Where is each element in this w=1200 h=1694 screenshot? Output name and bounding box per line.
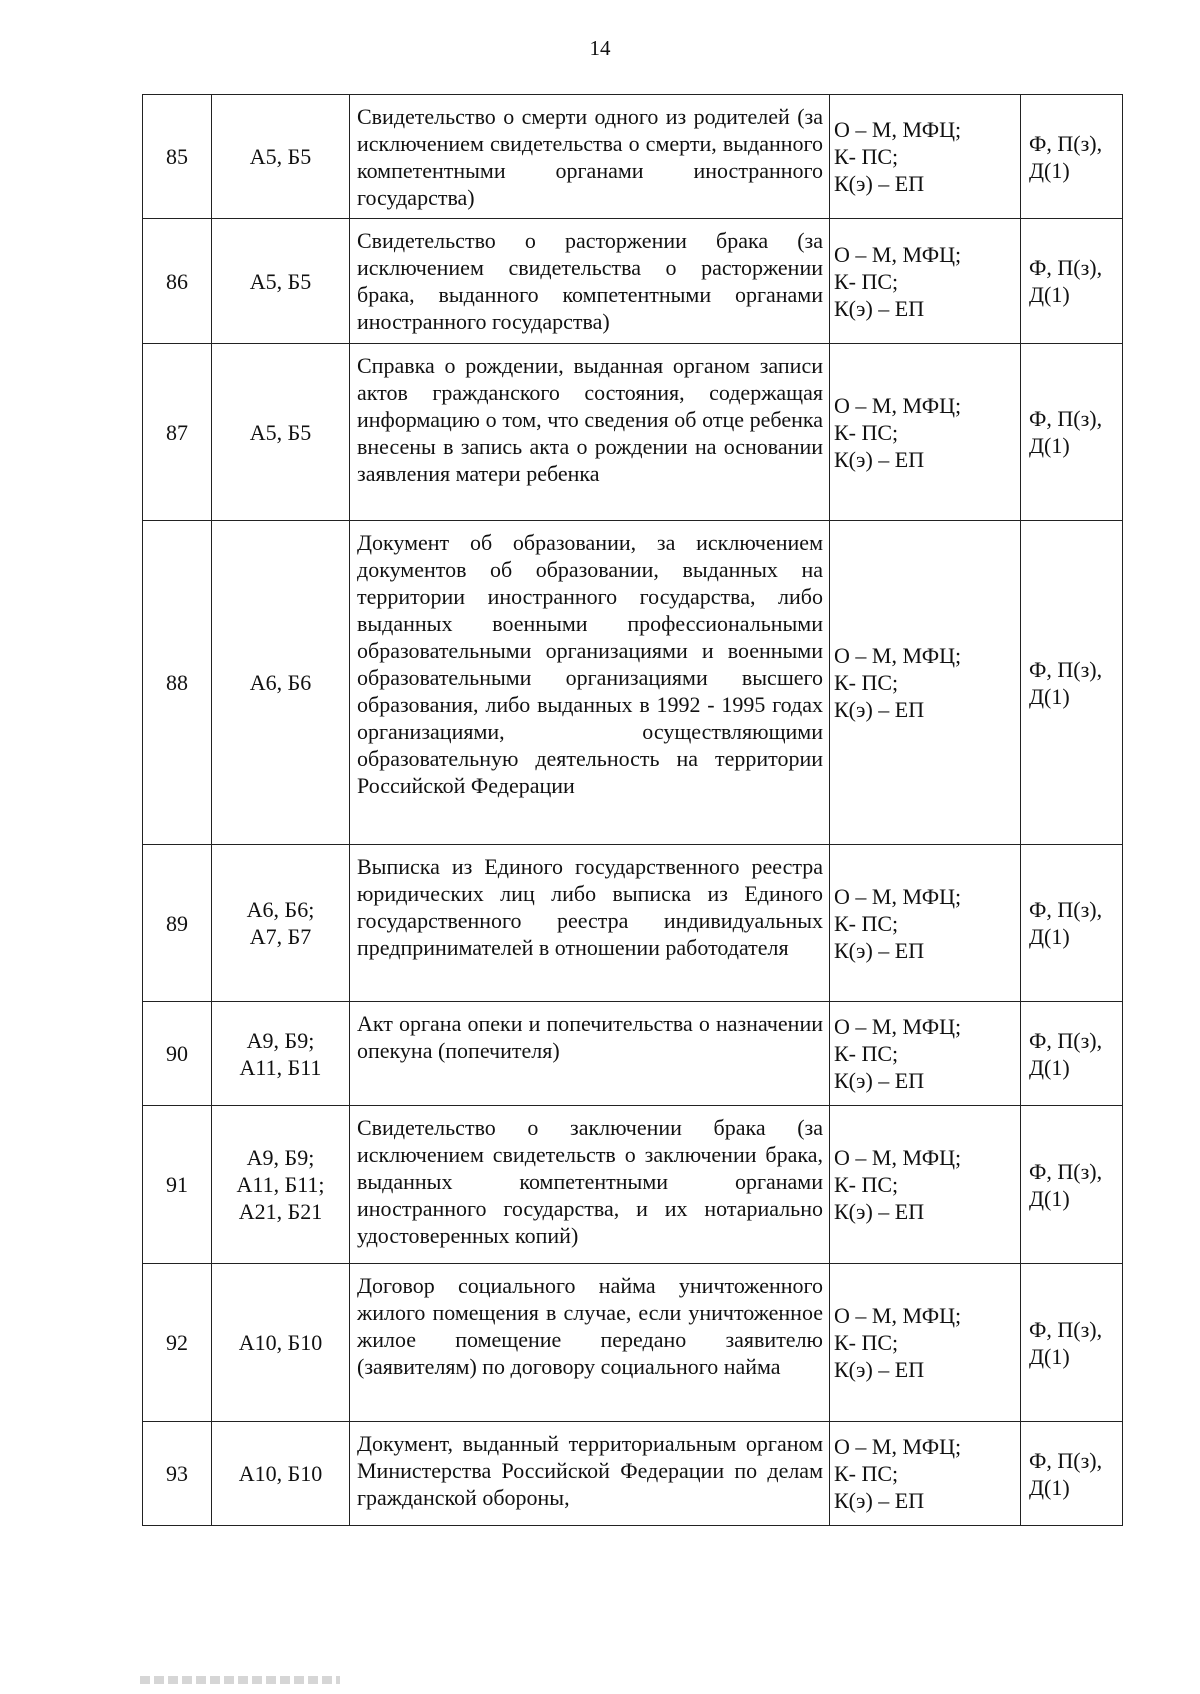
form-line: Д(1) (1029, 433, 1070, 458)
way-line: К(э) – ЕП (834, 446, 925, 472)
row-codes (212, 521, 350, 845)
row-codes (212, 95, 350, 219)
row-forms (1021, 845, 1123, 1002)
form-line: Д(1) (1029, 157, 1070, 183)
page-number: 14 (589, 36, 611, 60)
code-line: А9, Б9; (246, 1145, 315, 1170)
row-forms (1021, 344, 1123, 521)
row-submission-ways (830, 344, 1021, 521)
row-codes (212, 344, 350, 521)
row-forms (1021, 1106, 1123, 1264)
code-line: А9, Б9; (246, 1027, 315, 1053)
way-line: О – М, МФЦ; (834, 1014, 962, 1039)
way-line: О – М, МФЦ; (834, 241, 962, 267)
row-forms (1021, 95, 1123, 219)
row-submission-ways (830, 1264, 1021, 1422)
row-description: Выписка из Единого государственного реестра юридических лиц либо выписка из Единого государственного реестра индивидуальных предпринимателей в отношении работодателя (350, 845, 830, 1002)
form-line: Ф, П(з), (1029, 656, 1103, 682)
table-row (143, 1264, 1123, 1422)
table-row (143, 1002, 1123, 1106)
row-number: 85 (143, 95, 212, 219)
row-description: Свидетельство о заключении брака (за исключением свидетельств о заключении брака, выданных компетентными органами иностранного государства, и их нотариально удостоверенных копий) (350, 1106, 830, 1264)
row-number: 87 (143, 344, 212, 521)
row-codes (212, 845, 350, 1002)
way-line: О – М, МФЦ; (834, 117, 962, 142)
row-codes (212, 1422, 350, 1526)
form-line: Ф, П(з), (1029, 1316, 1103, 1342)
code-line: А5, Б5 (249, 268, 312, 294)
form-line: Д(1) (1029, 683, 1070, 709)
way-line: К(э) – ЕП (834, 1357, 925, 1382)
way-line: К(э) – ЕП (834, 1488, 925, 1513)
row-codes (212, 1264, 350, 1422)
code-line: А11, Б11 (239, 1054, 322, 1080)
code-line: А10, Б10 (238, 1461, 323, 1486)
table-row (143, 521, 1123, 845)
form-line: Д(1) (1029, 1474, 1070, 1500)
code-line: А21, Б21 (238, 1199, 323, 1224)
table-row (143, 219, 1123, 344)
form-line: Д(1) (1029, 1343, 1070, 1369)
row-description: Свидетельство о смерти одного из родителей (за исключением свидетельства о смерти, выданного компетентными органами иностранного государства) (350, 95, 830, 219)
way-line: О – М, МФЦ; (834, 392, 962, 418)
row-codes (212, 219, 350, 344)
way-line: К- ПС; (834, 1461, 899, 1486)
way-line: К- ПС; (834, 419, 899, 445)
form-line: Д(1) (1029, 924, 1070, 949)
row-submission-ways (830, 521, 1021, 845)
row-number: 91 (143, 1106, 212, 1264)
row-number: 90 (143, 1002, 212, 1106)
code-line: А6, Б6; (246, 897, 315, 922)
way-line: К(э) – ЕП (834, 937, 925, 963)
way-line: К(э) – ЕП (834, 171, 925, 196)
row-description: Акт органа опеки и попечительства о назначении опекуна (попечителя) (350, 1002, 830, 1106)
documents-table (142, 94, 1123, 1526)
way-line: К- ПС; (834, 1330, 899, 1355)
way-line: К(э) – ЕП (834, 1068, 925, 1093)
way-line: К(э) – ЕП (834, 1199, 925, 1224)
row-description: Документ, выданный территориальным органом Министерства Российской Федерации по делам гражданской обороны, (350, 1422, 830, 1526)
code-line: А5, Б5 (249, 144, 312, 169)
row-submission-ways (830, 95, 1021, 219)
form-line: Ф, П(з), (1029, 130, 1103, 156)
code-line: А5, Б5 (249, 419, 312, 445)
way-line: К- ПС; (834, 910, 899, 936)
way-line: О – М, МФЦ; (834, 1145, 962, 1170)
form-line: Ф, П(з), (1029, 255, 1103, 280)
row-description: Справка о рождении, выданная органом записи актов гражданского состояния, содержащая информацию о том, что сведения об отце ребенка внесены в запись акта о рождении на основании заявления матери ребенка (350, 344, 830, 521)
form-line: Ф, П(з), (1029, 406, 1103, 431)
code-line: А7, Б7 (249, 924, 312, 949)
row-description: Документ об образовании, за исключением документов об образовании, выданных на территории иностранного государства, либо выданных военными профессиональными образовательными организациями и военными образовательными организациями высшего образования, либо выданных в 1992 - 1995 годах организациями, осуществляющими образовательную деятельность на территории Российской Федерации (350, 521, 830, 845)
way-line: К- ПС; (834, 1172, 899, 1197)
scan-artifact (140, 1676, 340, 1684)
row-codes (212, 1106, 350, 1264)
way-line: К- ПС; (834, 1041, 899, 1066)
way-line: О – М, МФЦ; (834, 1303, 962, 1328)
row-number: 89 (143, 845, 212, 1002)
way-line: О – М, МФЦ; (834, 1434, 962, 1459)
form-line: Ф, П(з), (1029, 1158, 1103, 1184)
form-line: Ф, П(з), (1029, 1027, 1103, 1053)
row-forms (1021, 1422, 1123, 1526)
table-row (143, 95, 1123, 219)
row-submission-ways (830, 1422, 1021, 1526)
row-forms (1021, 521, 1123, 845)
table-row (143, 344, 1123, 521)
table-row (143, 1422, 1123, 1526)
way-line: О – М, МФЦ; (834, 643, 962, 668)
way-line: К- ПС; (834, 268, 899, 294)
row-submission-ways (830, 1002, 1021, 1106)
code-line: А11, Б11; (236, 1172, 325, 1197)
row-number: 86 (143, 219, 212, 344)
way-line: О – М, МФЦ; (834, 883, 962, 909)
form-line: Ф, П(з), (1029, 897, 1103, 922)
table-row (143, 1106, 1123, 1264)
form-line: Д(1) (1029, 1185, 1070, 1211)
row-number: 92 (143, 1264, 212, 1422)
row-forms (1021, 219, 1123, 344)
way-line: К(э) – ЕП (834, 295, 925, 321)
row-codes (212, 1002, 350, 1106)
way-line: К- ПС; (834, 144, 899, 169)
way-line: К- ПС; (834, 670, 899, 695)
row-description: Договор социального найма уничтоженного жилого помещения в случае, если уничтоженное жилое помещение передано заявителю (заявителям) по договору социального найма (350, 1264, 830, 1422)
row-forms (1021, 1002, 1123, 1106)
form-line: Ф, П(з), (1029, 1447, 1103, 1473)
row-number: 93 (143, 1422, 212, 1526)
code-line: А6, Б6 (249, 670, 312, 695)
table-row (143, 845, 1123, 1002)
row-forms (1021, 1264, 1123, 1422)
row-description: Свидетельство о расторжении брака (за исключением свидетельства о расторжении брака, выданного компетентными органами иностранного государства) (350, 219, 830, 344)
way-line: К(э) – ЕП (834, 697, 925, 722)
row-number: 88 (143, 521, 212, 845)
row-submission-ways (830, 845, 1021, 1002)
form-line: Д(1) (1029, 282, 1070, 307)
code-line: А10, Б10 (238, 1330, 323, 1355)
form-line: Д(1) (1029, 1054, 1070, 1080)
row-submission-ways (830, 1106, 1021, 1264)
row-submission-ways (830, 219, 1021, 344)
